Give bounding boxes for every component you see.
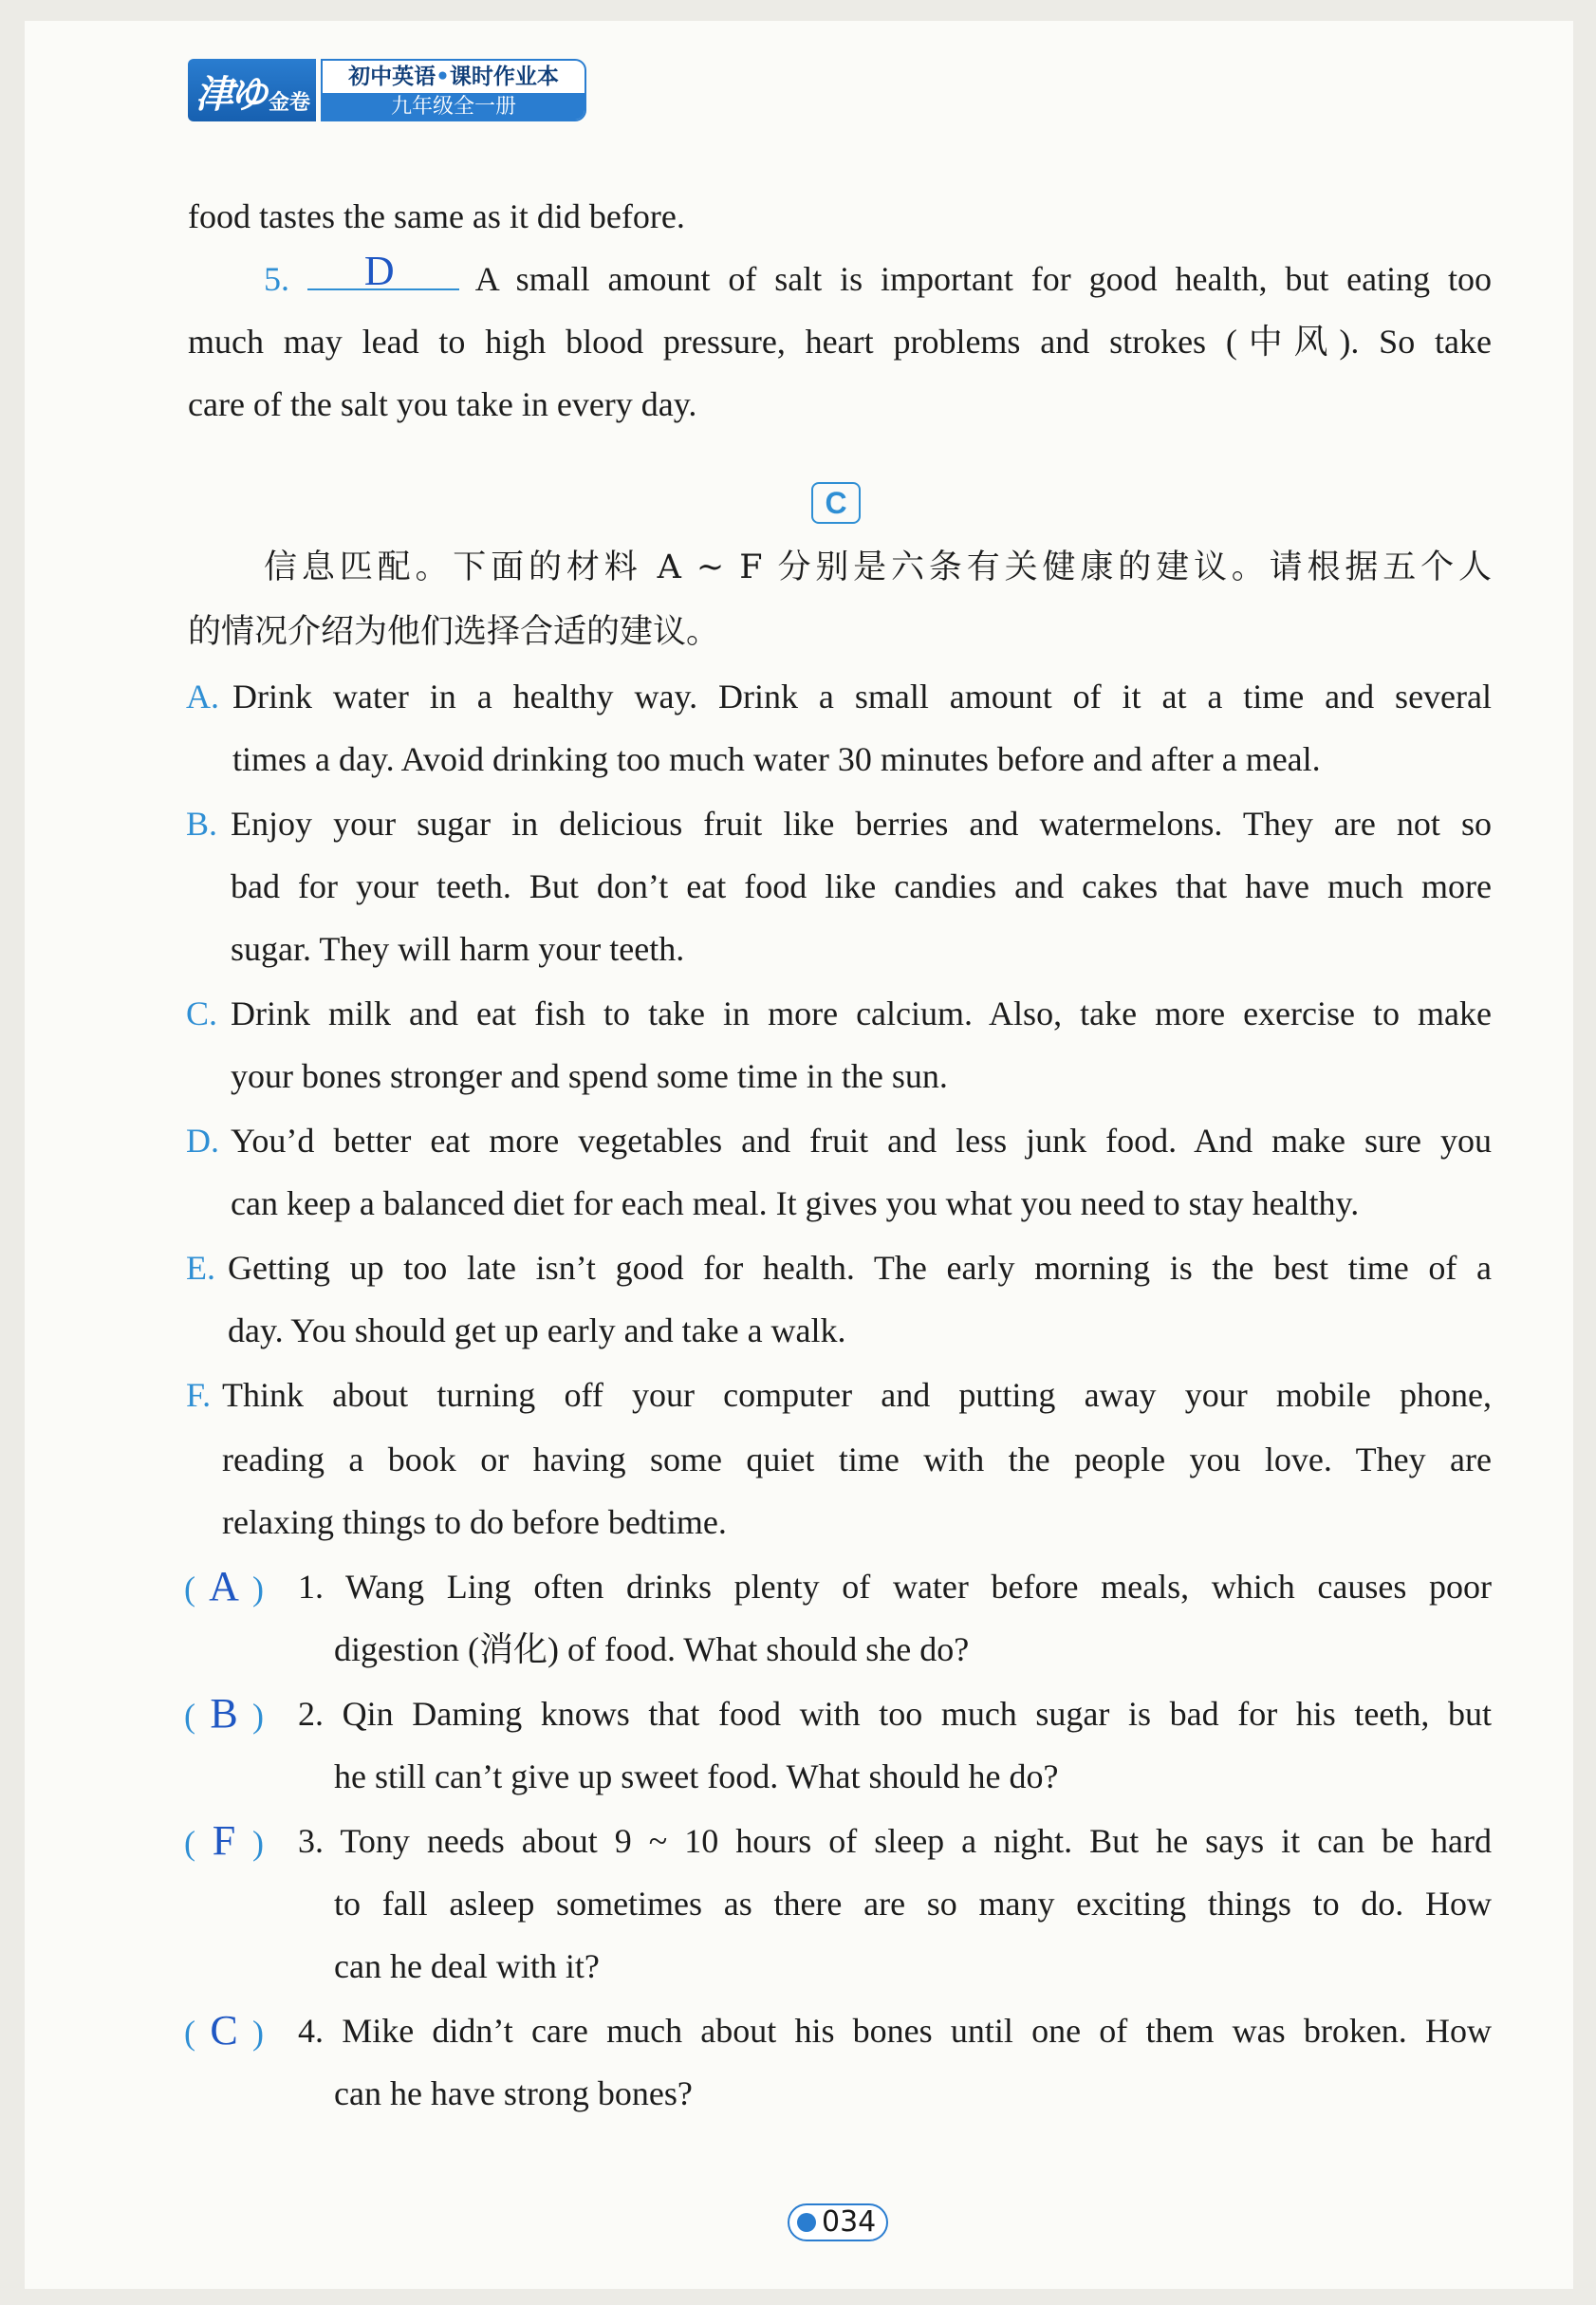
series-title: 初中英语•课时作业本 — [348, 65, 559, 89]
option-text: You’d better eat more vegetables and fruit and less junk food. And make sure you — [231, 1122, 1492, 1160]
text-line: care of the salt you take in every day. — [188, 385, 697, 423]
answer: A — [209, 1563, 239, 1609]
option-text: Drink water in a healthy way. Drink a small amount of it at a time and several — [232, 678, 1492, 716]
option-text: reading a book or having some quiet time with the people you love. They are — [222, 1441, 1492, 1478]
question-text: 1. Wang Ling often drinks plenty of water before meals, which causes poor — [298, 1568, 1492, 1606]
option-text: your bones stronger and spend some time in the sun. — [231, 1057, 948, 1095]
question-text: 3. Tony needs about 9 ~ 10 hours of sleep a night. But he says it can be hard — [298, 1822, 1493, 1860]
question-text: 4. Mike didn’t care much about his bones until one of them was broken. How — [298, 2012, 1493, 2050]
question-answer[interactable]: ( F ) — [184, 1817, 264, 1864]
text-line: food tastes the same as it did before. — [188, 197, 685, 235]
question-text: he still can’t give up sweet food. What should he do? — [334, 1757, 1059, 1795]
option-letter: C. — [186, 994, 218, 1032]
instruction-line: 信息匹配。下面的材料 A ~ F 分别是六条有关健康的建议。请根据五个人 — [264, 548, 1492, 586]
logo-subtitle: 金卷 — [268, 91, 310, 115]
question-text: to fall asleep sometimes as there are so many exciting things to do. How — [334, 1885, 1492, 1923]
page-dot-icon — [797, 2213, 816, 2232]
option-text: Enjoy your sugar in delicious fruit like berries and watermelons. They are not so — [231, 805, 1492, 843]
option-text: Think about turning off your computer and putting away your mobile phone, — [222, 1376, 1492, 1414]
option-letter: A. — [186, 678, 219, 716]
section-label: C — [811, 482, 861, 524]
series-banner — [321, 59, 586, 121]
grade-label: 九年级全一册 — [323, 93, 585, 121]
option-letter: D. — [186, 1122, 219, 1160]
option-text: times a day. Avoid drinking too much water 30 minutes before and after a meal. — [232, 740, 1321, 778]
question-answer[interactable]: ( C ) — [184, 2007, 264, 2054]
text-line: A small amount of salt is important for good health, but eating too — [474, 260, 1493, 298]
question-answer[interactable]: ( B ) — [184, 1690, 264, 1737]
page-number: 034 — [788, 2203, 888, 2241]
answer: B — [210, 1690, 238, 1737]
option-text: day. You should get up early and take a walk. — [228, 1311, 846, 1349]
option-letter: E. — [186, 1249, 215, 1287]
brand-logo — [188, 59, 316, 121]
option-text: sugar. They will harm your teeth. — [231, 930, 685, 968]
question-5 — [264, 248, 1493, 300]
option-letter: B. — [186, 805, 218, 843]
answer: F — [212, 1817, 236, 1864]
option-text: Drink milk and eat fish to take in more calcium. Also, take more exercise to make — [231, 994, 1492, 1032]
option-letter: F. — [186, 1376, 212, 1414]
question-text: 2. Qin Daming knows that food with too much sugar is bad for his teeth, but — [298, 1695, 1492, 1733]
instruction-line: 的情况介绍为他们选择合适的建议。 — [188, 613, 720, 651]
text-line: much may lead to high blood pressure, heart problems and strokes (中风). So take — [188, 323, 1492, 361]
option-text: relaxing things to do before bedtime. — [222, 1503, 727, 1541]
option-text: bad for your teeth. But don’t eat food like candies and cakes that have much more — [231, 867, 1492, 905]
option-text: Getting up too late isn’t good for health. The early morning is the best time of a — [228, 1249, 1492, 1287]
question-text: can he have strong bones? — [334, 2074, 693, 2112]
question-answer[interactable]: ( A ) — [184, 1563, 264, 1609]
answer: D — [363, 248, 395, 294]
question-text: can he deal with it? — [334, 1947, 600, 1985]
question-number: 5. — [264, 260, 289, 298]
logo-mark: 津ゆ — [195, 72, 264, 117]
question-text: digestion (消化) of food. What should she do? — [334, 1630, 970, 1668]
answer: C — [210, 2007, 238, 2054]
option-text: can keep a balanced diet for each meal. It gives you what you need to stay healthy. — [231, 1184, 1360, 1222]
answer-blank[interactable] — [307, 248, 459, 294]
